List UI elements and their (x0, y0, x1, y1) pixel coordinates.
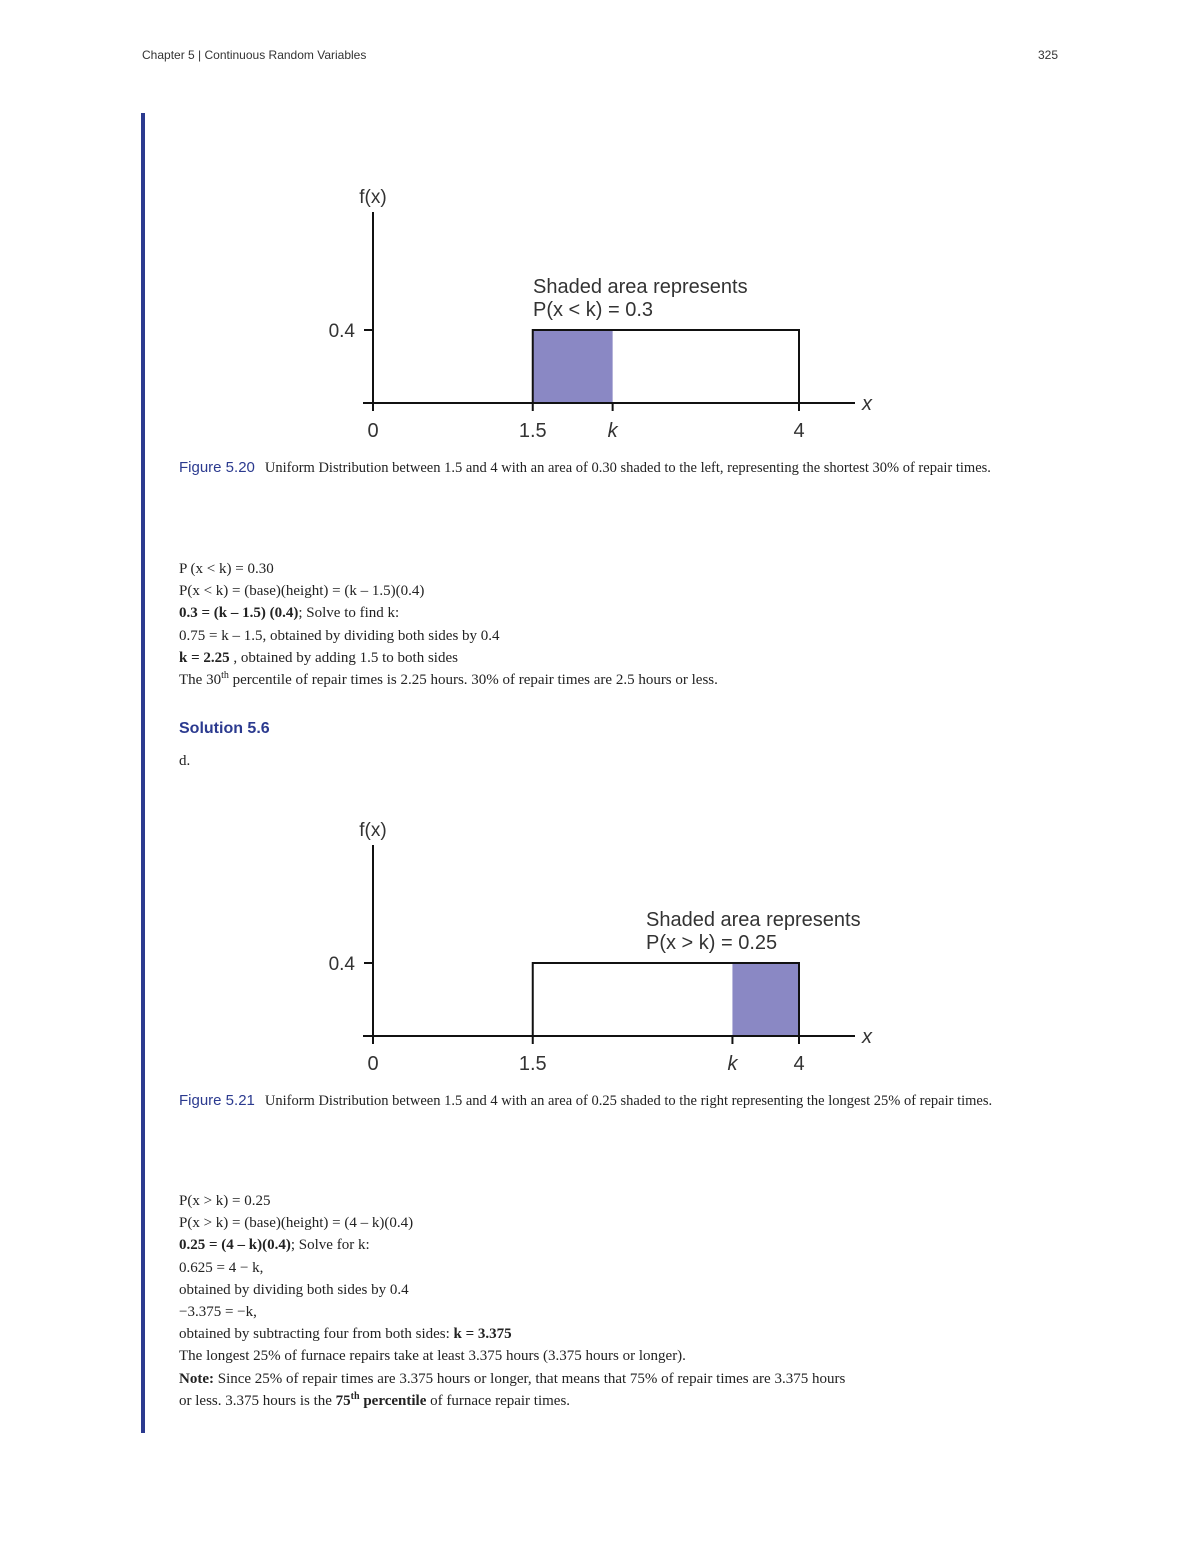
equation-line: −3.375 = −k, (179, 1304, 257, 1321)
equation-line: obtained by dividing both sides by 0.4 (179, 1281, 409, 1298)
x-tick-label: 4 (793, 1053, 805, 1075)
conclusion-line: The 30th percentile of repair times is 2.25 hours. 30% of repair times are 2.5 hours or less. (179, 670, 718, 689)
annotation-text: Shaded area represents (533, 276, 748, 298)
solution-sidebar-bar (141, 113, 145, 1433)
equation-line: 0.25 = (4 – k)(0.4); Solve for k: (179, 1237, 370, 1254)
shaded-area (732, 963, 799, 1036)
y-tick-label: 0.4 (328, 954, 355, 975)
page-number: 325 (1037, 48, 1058, 62)
x-tick-label: 1.5 (518, 420, 547, 442)
x-tick-label: 4 (793, 420, 805, 442)
x-axis-label: x (862, 393, 872, 415)
figure-5-21-caption (179, 1090, 1039, 1112)
equation-line: k = 2.25 , obtained by adding 1.5 to both sides (179, 649, 458, 666)
note-line: Note: Since 25% of repair times are 3.375 hours or longer, that means that 75% of repair times are 3.375 hours (179, 1370, 846, 1387)
figure-5-21-chart (310, 813, 870, 1083)
caption-text: Uniform Distribution between 1.5 and 4 with an area of 0.30 shaded to the left, representing the shortest 30% of repair times. (264, 460, 991, 476)
annotation-text: Shaded area represents (646, 909, 861, 931)
solution-work-2 (179, 1190, 1039, 1412)
x-axis-label: x (862, 1026, 872, 1048)
annotation-formula: P(x > k) = 0.25 (646, 932, 778, 954)
solution-answer: d. (179, 753, 191, 769)
figure-label: Figure 5.21 (179, 1092, 255, 1109)
equation-line: P(x > k) = 0.25 (179, 1193, 271, 1209)
solution-work-1 (179, 558, 1039, 691)
x-tick-label: k (727, 1053, 738, 1075)
figure-5-20-chart (310, 180, 870, 450)
figure-5-20-caption (179, 457, 1039, 479)
x-tick-label: 0 (367, 1053, 379, 1075)
x-tick-label: 0 (367, 420, 379, 442)
shaded-area (533, 330, 613, 403)
equation-line: P (x < k) = 0.30 (179, 561, 274, 577)
caption-text: Uniform Distribution between 1.5 and 4 with an area of 0.25 shaded to the right representing the longest 25% of repair times. (264, 1093, 993, 1109)
equation-line: P(x > k) = (base)(height) = (4 – k)(0.4) (179, 1215, 414, 1232)
note-line: or less. 3.375 hours is the 75th percentile of furnace repair times. (179, 1390, 571, 1409)
x-tick-label: 1.5 (518, 1053, 547, 1075)
chapter-title: Chapter 5 | Continuous Random Variables (142, 48, 367, 62)
figure-label: Figure 5.20 (179, 459, 255, 476)
solution-heading: Solution 5.6 (179, 720, 270, 737)
equation-line: P(x < k) = (base)(height) = (k – 1.5)(0.4) (179, 583, 425, 600)
y-axis-label: f(x) (359, 820, 387, 841)
y-tick-label: 0.4 (328, 321, 355, 342)
equation-line: 0.625 = 4 − k, (179, 1259, 264, 1276)
running-header (142, 48, 1058, 68)
y-axis-label: f(x) (359, 187, 387, 208)
equation-line: 0.75 = k – 1.5, obtained by dividing both sides by 0.4 (179, 627, 500, 644)
conclusion-line: The longest 25% of furnace repairs take at least 3.375 hours (3.375 hours or longer). (179, 1348, 686, 1365)
annotation-formula: P(x < k) = 0.3 (533, 299, 654, 321)
equation-line: 0.3 = (k – 1.5) (0.4); Solve to find k: (179, 605, 400, 622)
equation-line: obtained by subtracting four from both sides: k = 3.375 (179, 1326, 512, 1343)
x-tick-label: k (607, 420, 618, 442)
